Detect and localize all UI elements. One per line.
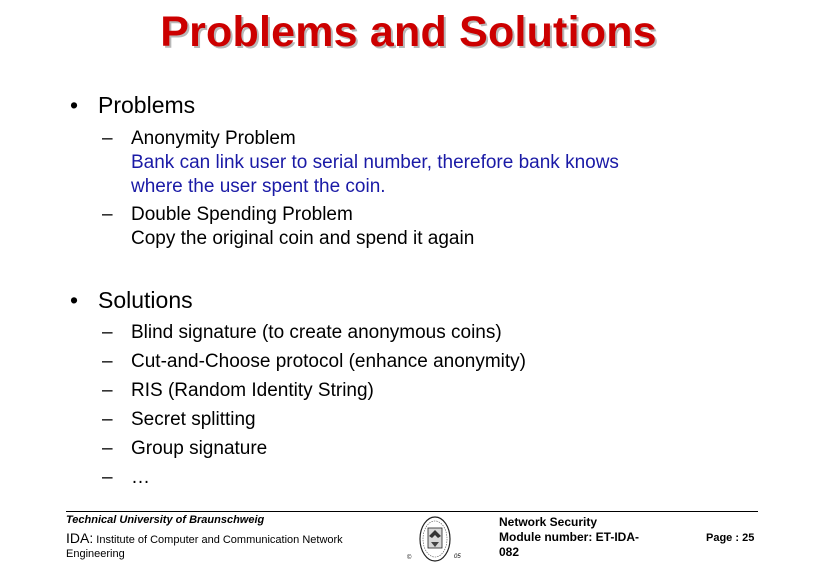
dash-icon: – (102, 438, 113, 459)
problems-heading-label: Problems (98, 92, 196, 118)
course-name: Network Security (499, 515, 598, 529)
page-indicator (706, 532, 754, 544)
dash-icon: – (102, 204, 113, 225)
page-number: 25 (742, 532, 755, 544)
bullet-icon: • (70, 287, 79, 313)
solution-item: Group signature (131, 438, 268, 459)
bullet-icon: • (70, 92, 79, 118)
dash-icon: – (102, 322, 113, 343)
footer-ida-prefix: IDA: (66, 530, 94, 546)
university-seal-icon (405, 514, 465, 564)
dash-icon: – (102, 467, 113, 488)
solution-item: Blind signature (to create anonymous coins) (131, 322, 502, 343)
slide-title: Problems and Solutions (160, 8, 657, 56)
problem-label: Double Spending Problem (131, 204, 353, 225)
footer-institute (66, 530, 343, 546)
problem-description: Copy the original coin and spend it again (131, 228, 475, 249)
solution-item: … (131, 467, 150, 488)
footer-university: Technical University of Braunschweig (66, 514, 265, 526)
copyright-mark: © (407, 555, 412, 561)
solutions-heading-label: Solutions (98, 287, 193, 313)
solution-item: Secret splitting (131, 409, 256, 430)
dash-icon: – (102, 351, 113, 372)
solutions-heading (70, 287, 193, 314)
solution-item: Cut-and-Choose protocol (enhance anonymity) (131, 351, 526, 372)
dash-icon: – (102, 409, 113, 430)
footer-institute-line2: Engineering (66, 548, 125, 560)
dash-icon: – (102, 128, 113, 149)
dash-icon: – (102, 380, 113, 401)
footer-course (499, 515, 674, 560)
footer-ida-text: Institute of Computer and Communication Network (96, 534, 343, 546)
footer-divider (66, 511, 758, 512)
module-number: Module number: ET-IDA- (499, 530, 639, 544)
problems-heading (70, 92, 195, 119)
copyright-year: 05 (454, 554, 461, 560)
page-label: Page : (706, 532, 740, 544)
problem-label: Anonymity Problem (131, 128, 296, 149)
module-number-cont: 082 (499, 545, 520, 559)
problem-description: where the user spent the coin. (131, 176, 386, 197)
problem-description: Bank can link user to serial number, therefore bank knows (131, 152, 619, 173)
solution-item: RIS (Random Identity String) (131, 380, 374, 401)
